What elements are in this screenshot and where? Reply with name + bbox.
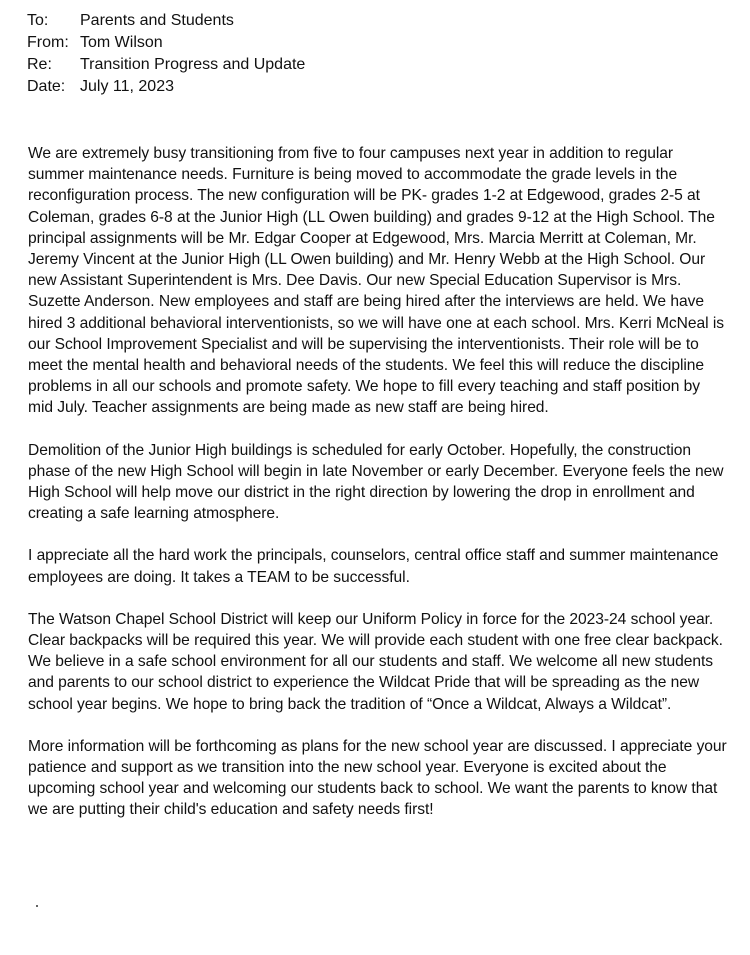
memo-to-label: To:: [27, 12, 49, 29]
memo-re-value: Transition Progress and Update: [80, 56, 306, 73]
memo-re-label: Re:: [27, 56, 52, 73]
memo-date-label: Date:: [27, 78, 66, 95]
memo-from-row: [27, 32, 305, 54]
memo-from-label: From:: [27, 34, 69, 51]
memo-to-value: Parents and Students: [80, 12, 234, 29]
memo-header: [27, 10, 305, 98]
memo-date-value: July 11, 2023: [80, 78, 174, 95]
memo-body: [28, 143, 728, 842]
paragraph-transition: We are extremely busy transitioning from five to four campuses next year in addition to regular summer maintenance needs. Furniture is being moved to accommodate the grade levels in the reconfiguration process. The new configuration will be PK- grades 1-2 at Edgewood, grades 2-5 at Coleman, grades 6-8 at the Junior High (LL Owen building) and grades 9-12 at the High School. The principal assignments will be Mr. Edgar Cooper at Edgewood, Mrs. Marcia Merritt at Coleman, Mr. Jeremy Vincent at the Junior High (LL Owen building) and Mr. Henry Webb at the High School. Our new Assistant Superintendent is Mrs. Dee Davis. Our new Special Education Supervisor is Mrs. Suzette Anderson. New employees and staff are being hired after the interviews are held. We have hired 3 additional behavioral interventionists, so we will have one at each school. Mrs. Kerri McNeal is our School Improvement Specialist and will be supervising the interventionists. Their role will be to meet the mental health and behavioral needs of the students. We feel this will reduce the discipline problems in all our schools and promote safety. We hope to fill every teaching and staff position by mid July. Teacher assignments are being made as new staff are being hired.: [28, 145, 724, 417]
stray-mark: [36, 905, 38, 907]
memo-to-row: [27, 10, 305, 32]
paragraph-uniform-policy: The Watson Chapel School District will keep our Uniform Policy in force for the 2023-24 school year. Clear backpacks will be required this year. We will provide each student with one free clear backpack. We believe in a safe school environment for all our students and staff. We welcome all new students and parents to our school district to experience the Wildcat Pride that will be spreading as the new school year begins. We hope to bring back the tradition of “Once a Wildcat, Always a Wildcat”.: [28, 610, 723, 713]
memo-from-value: Tom Wilson: [80, 34, 163, 51]
paragraph-closing: More information will be forthcoming as plans for the new school year are discussed. I appreciate your patience and support as we transition into the new school year. Everyone is excited about the upcoming school year and welcoming our students back to school. We want the parents to know that we are putting their child's education and safety needs first!: [28, 737, 727, 819]
paragraph-demolition: Demolition of the Junior High buildings is scheduled for early October. Hopefully, the construction phase of the new High School will begin in late November or early December. Everyone feels the new High School will help move our district in the right direction by lowering the drop in enrollment and creating a safe learning atmosphere.: [28, 441, 724, 523]
memo-date-row: [27, 76, 305, 98]
paragraph-appreciation: I appreciate all the hard work the principals, counselors, central office staff and summer maintenance employees are doing. It takes a TEAM to be successful.: [28, 547, 719, 586]
memo-re-row: [27, 54, 305, 76]
